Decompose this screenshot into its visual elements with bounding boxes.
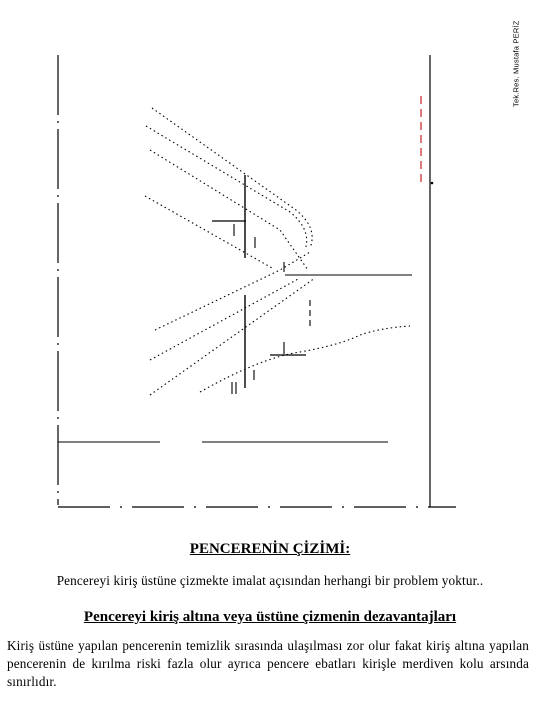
chevron-lower-3 [150, 278, 315, 395]
intro-paragraph: Pencereyi kiriş üstüne çizmekte imalat açısından herhangi bir problem yoktur.. [56, 573, 484, 588]
body-paragraph: Kiriş üstüne yapılan pencerenin temizlik sırasında ulaşılması zor olur fakat kiriş altına yapılan pencerenin de kırılma riski fazla olur ayrıca pencere ebatları kirişle merdiven kolu arsında sınırlıdır. [7, 638, 529, 689]
page-title: PENCERENİN ÇİZİMİ: [189, 541, 351, 557]
chevron-lower-1 [155, 252, 310, 330]
chevron-lower-2 [150, 278, 300, 360]
chevron-inner-upper [146, 126, 307, 250]
chevron-upper-3 [150, 150, 308, 270]
author-credit: Tek.Res. Mustafa PERİZ [511, 20, 521, 107]
section-heading: Pencereyi kiriş altına veya üstüne çizmenin dezavantajları [83, 609, 457, 625]
chevron-outer-upper [152, 108, 312, 248]
chevron-upper-4 [145, 196, 272, 268]
wall-dot [431, 182, 433, 184]
